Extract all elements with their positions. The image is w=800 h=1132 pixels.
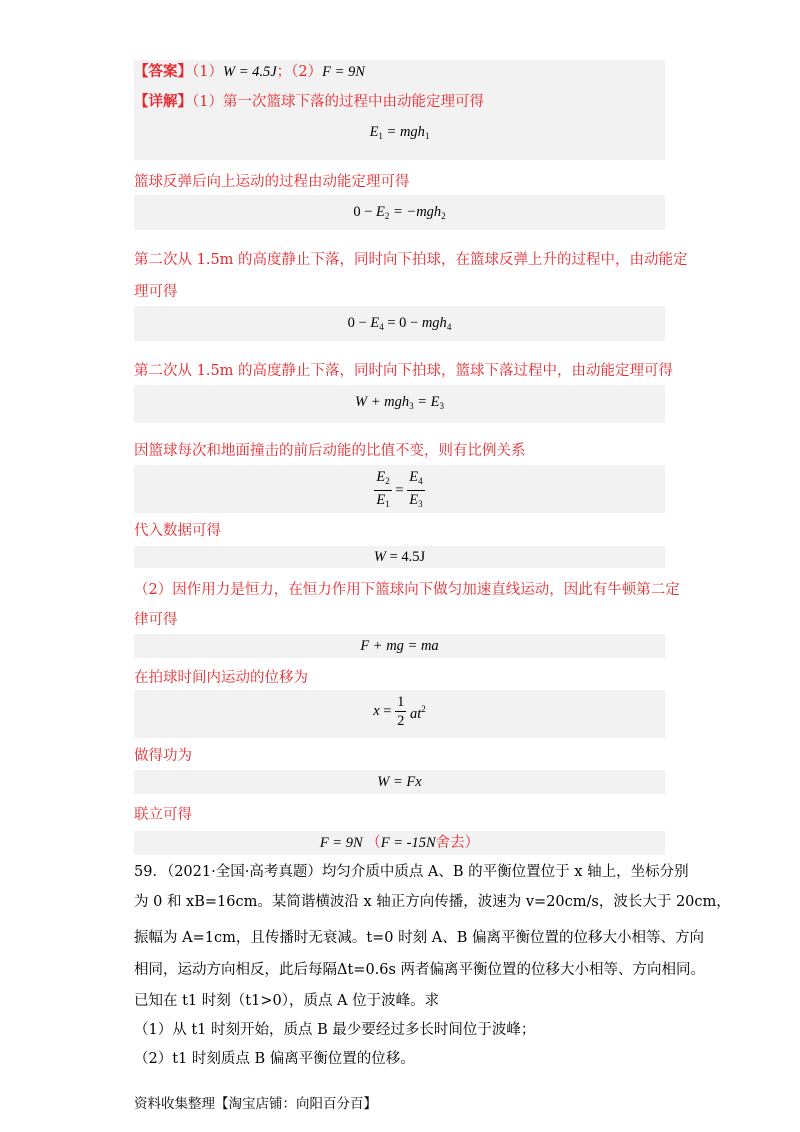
equation-5: $\frac{E_2}{E_1}$ = $\frac{E_4}{E_3}$ bbox=[376, 469, 423, 509]
question-1: （1）从 t1 时刻开始，质点 B 最少要经过多长时间位于波峰； bbox=[134, 1022, 536, 1038]
equation-10 bbox=[134, 833, 665, 853]
problem-line1: 59．（2021·全国·高考真题）均匀介质中质点 A、B 的平衡位置位于 x 轴上，坐标分别 bbox=[134, 864, 689, 880]
detail-line10: 联立可得 bbox=[134, 807, 192, 823]
eq10-main: F = 9N bbox=[319, 835, 363, 851]
equation-9: W = Fx bbox=[377, 774, 422, 790]
eq-text-1 bbox=[0, 0, 1, 1]
equation-2: $0 - E_2 = -mgh_2$ bbox=[353, 204, 446, 221]
detail-line8: 在拍球时间内运动的位移为 bbox=[134, 670, 308, 686]
equation-3: $0 - E_4 = 0 - mgh_4$ bbox=[347, 315, 452, 332]
equation-7: F + mg = ma bbox=[360, 638, 439, 654]
detail-line7a: （2）因作用力是恒力，在恒力作用下篮球向下做匀加速直线运动，因此有牛顿第二定 bbox=[134, 582, 680, 598]
detail-line3a: 第二次从 1.5m 的高度静止下落，同时向下拍球，在篮球反弹上升的过程中，由动能定 bbox=[134, 252, 688, 268]
detail-line3b: 理可得 bbox=[134, 284, 178, 300]
equation-1: $E_1 = mgh_1$ bbox=[369, 124, 430, 141]
equation-6: W = 4.5J bbox=[373, 549, 426, 565]
equation-8: x = $\frac{1}{2}$ $at^2$ bbox=[373, 694, 426, 729]
detail-line7b: 律可得 bbox=[134, 612, 178, 628]
footer-note: 资料收集整理【淘宝店铺：向阳百分百】 bbox=[134, 1096, 377, 1112]
eq10-alt: F = -15N bbox=[380, 835, 436, 851]
answer-part1-label: （1） bbox=[192, 64, 223, 80]
answer-tag: 【答案】 bbox=[134, 63, 192, 80]
answer-eq2: F = 9N bbox=[322, 64, 365, 80]
problem-source: （2021·全国·高考真题） bbox=[166, 864, 322, 880]
equation-4: $W + mgh_3 = E_3$ bbox=[355, 394, 444, 411]
problem-line5: 已知在 t1 时刻（t1>0），质点 A 位于波峰。求 bbox=[134, 993, 440, 1009]
problem-line3: 振幅为 A=1cm，且传播时无衰减。t=0 时刻 A、B 偏离平衡位置的位移大小相等、方向 bbox=[134, 930, 704, 946]
detail-line5: 因篮球每次和地面撞击的前后动能的比值不变，则有比例关系 bbox=[134, 443, 526, 459]
question-2: （2）t1 时刻质点 B 偏离平衡位置的位移。 bbox=[134, 1051, 415, 1067]
answer-separator: ；（2） bbox=[276, 64, 323, 80]
problem-line2: 为 0 和 xB=16cm。某简谐横波沿 x 轴正方向传播，波速为 v=20cm/s，波长大于 20cm， bbox=[134, 894, 731, 910]
problem-line4: 相同，运动方向相反，此后每隔Δt=0.6s 两者偏离平衡位置的位移大小相等、方向相同。 bbox=[134, 962, 706, 978]
detail-tag: 【详解】 bbox=[134, 93, 192, 110]
eq10-open: （ bbox=[366, 835, 381, 851]
answer-eq1: W = 4.5J bbox=[222, 64, 277, 80]
eq10-close: 舍去） bbox=[435, 835, 480, 851]
detail-line6: 代入数据可得 bbox=[134, 523, 221, 539]
detail-line2: 篮球反弹后向上运动的过程由动能定理可得 bbox=[134, 174, 410, 190]
problem-number: 59． bbox=[134, 864, 167, 880]
detail-line4: 第二次从 1.5m 的高度静止下落，同时向下拍球，篮球下落过程中，由动能定理可得 bbox=[134, 363, 674, 379]
detail-line1: 【详解】（1）第一次篮球下落的过程中由动能定理可得 bbox=[134, 93, 484, 110]
answer-line bbox=[134, 62, 365, 82]
detail-line9: 做得功为 bbox=[134, 748, 192, 764]
